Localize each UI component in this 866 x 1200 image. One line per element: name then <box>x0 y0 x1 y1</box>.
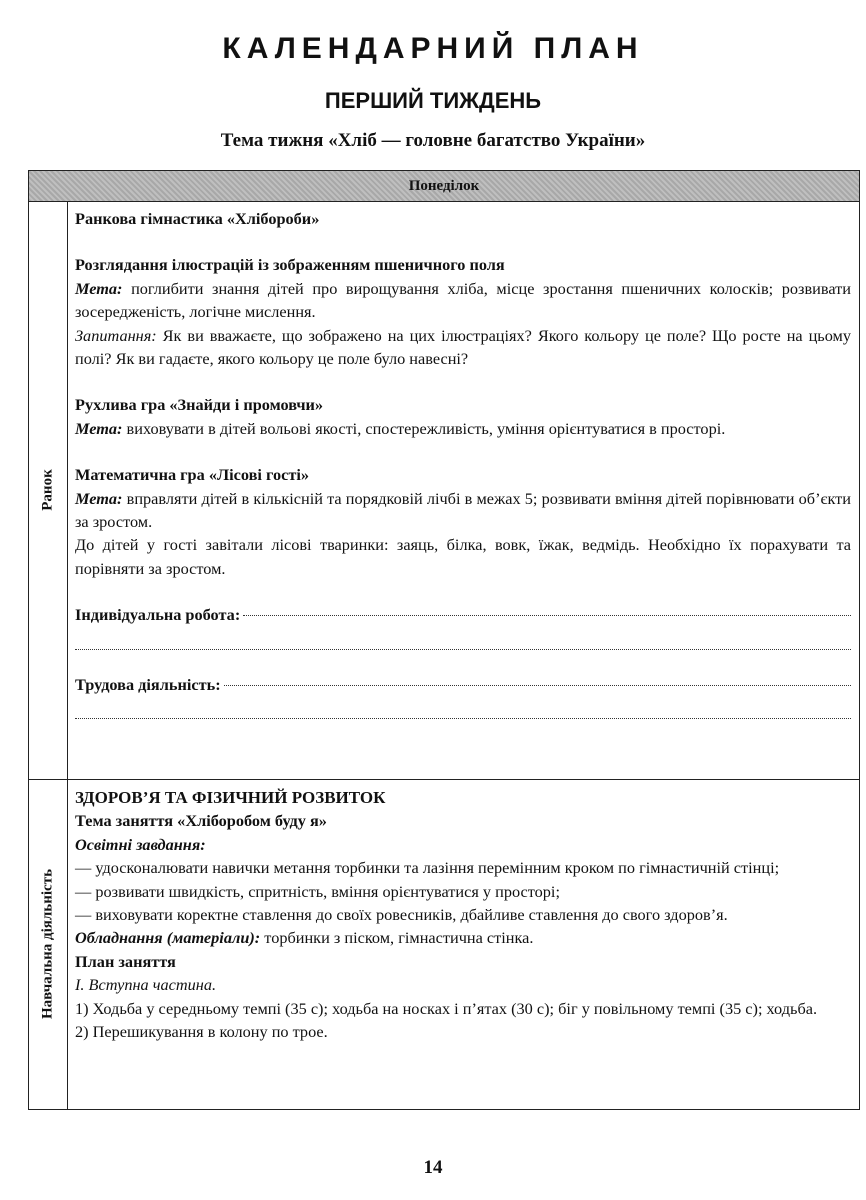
illustrations-title: Розглядання ілюстрацій із зображенням пшеничного поля <box>75 255 505 275</box>
row-divider <box>67 779 859 780</box>
lesson-step-1: 1) Ходьба у середньому темпі (35 с); ходьба на носках і п’ятах (30 с); біг у повільному темпі (35 с); ходьба. <box>75 998 818 1018</box>
side-label-morning <box>29 201 68 780</box>
math-game-text: До дітей у гості завітали лісові тваринки: заяць, білка, вовк, їжак, ведмідь. Необхідно їх порахувати та порівняти за зростом. <box>75 535 851 578</box>
exercise-title: Ранкова гімнастика «Хлібороби» <box>75 209 320 228</box>
day-header <box>29 171 859 202</box>
individual-work-blank[interactable] <box>243 614 851 616</box>
lesson-task-1: — удосконалювати навички метання торбинки та лазіння перемінним кроком по гімнастичній стінці; <box>75 858 780 878</box>
lesson-plan-label: План заняття <box>75 951 176 971</box>
individual-work-line <box>75 603 851 626</box>
labor-label: Трудова діяльність: <box>75 674 221 694</box>
lesson-topic: Тема заняття «Хліборобом буду я» <box>75 811 327 831</box>
plan-table <box>28 170 860 1110</box>
game-goal: Мета: виховувати в дітей вольові якості, спостережливість, уміння орієнтуватися в просторі. <box>75 418 726 438</box>
lesson-cell <box>75 786 851 1043</box>
lesson-tasks-label: Освітні завдання: <box>75 834 206 854</box>
labor-line <box>75 673 851 696</box>
side-label-lessons <box>29 779 68 1109</box>
morning-label: Ранок <box>39 469 56 511</box>
morning-cell <box>75 207 851 719</box>
math-game-goal: Мета: вправляти дітей в кількісній та порядковій лічбі в межах 5; розвивати вміння дітей порівнювати об’єкти за зростом. <box>75 488 851 532</box>
page-number: 14 <box>423 1157 443 1178</box>
day-label: Понеділок <box>408 177 480 194</box>
math-game-title: Математична гра «Лісові гості» <box>75 465 309 485</box>
lesson-task-3: — виховувати коректне ставлення до своїх ровесників, дбайливе ставлення до свого здоров’я. <box>75 905 728 925</box>
lesson-equipment: Обладнання (матеріали): торбинки з піском, гімнастична стінка. <box>75 928 534 948</box>
labor-blank-2[interactable] <box>75 696 851 719</box>
game-title: Рухлива гра «Знайди і промовчи» <box>75 395 324 415</box>
lesson-step-2: 2) Перешикування в колону по трое. <box>75 1022 328 1042</box>
individual-work-label: Індивідуальна робота: <box>75 605 241 625</box>
week-theme: Тема тижня «Хліб — головне багатство України» <box>220 130 646 151</box>
individual-work-blank-2[interactable] <box>75 627 851 650</box>
lessons-label: Навчальна діяльність <box>39 868 56 1020</box>
labor-blank[interactable] <box>224 684 851 686</box>
week-subtitle: ПЕРШИЙ ТИЖДЕНЬ <box>324 88 542 113</box>
illustrations-goal: Мета: поглибити знання дітей про вирощування хліба, місце зростання пшеничних колосків; розвивати зосередженість, логічне мислення. <box>75 278 851 322</box>
illustrations-questions: Запитання: Як ви вважаєте, що зображено на цих ілюстраціях? Якого кольору це поле? Що росте на цьому полі? Як ви гадаєте, якого кольору це поле було навесні? <box>75 325 851 369</box>
lesson-part-1: I. Вступна частина. <box>75 975 217 995</box>
page-title: КАЛЕНДАРНИЙ ПЛАН <box>222 32 644 65</box>
lesson-task-2: — розвивати швидкість, спритність, вміння орієнтуватися у просторі; <box>75 881 560 901</box>
lesson-area: ЗДОРОВ’Я ТА ФІЗИЧНИЙ РОЗВИТОК <box>75 788 386 807</box>
